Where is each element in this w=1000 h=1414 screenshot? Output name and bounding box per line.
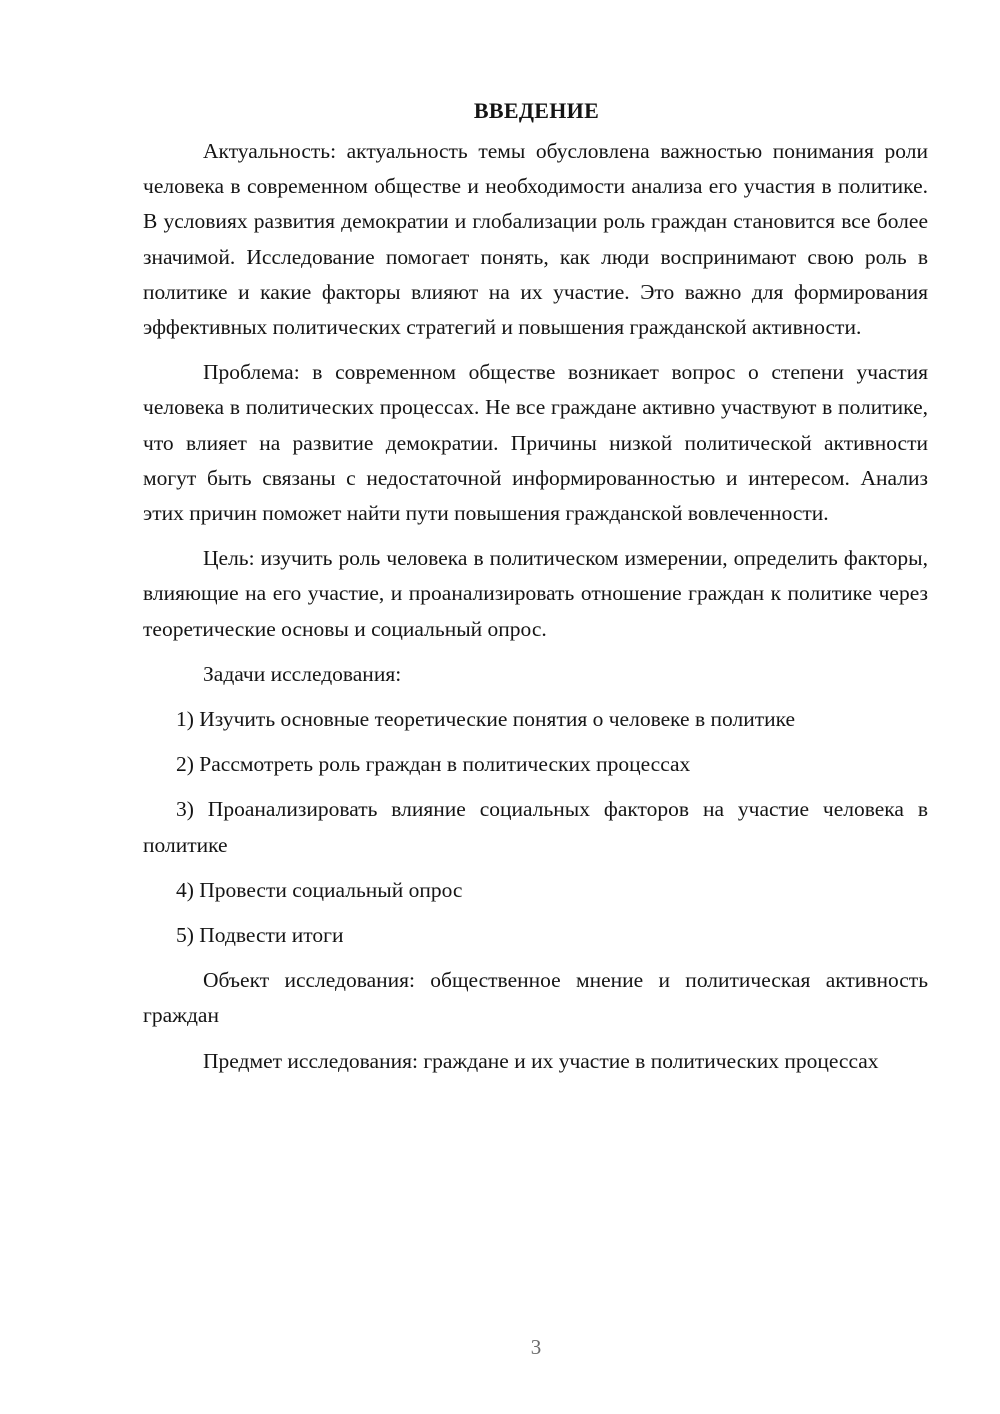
task-item-4: 4) Провести социальный опрос bbox=[176, 877, 463, 902]
subject-paragraph: Предмет исследования: граждане и их участие в политических процессах bbox=[203, 1048, 879, 1073]
task-item-1: 1) Изучить основные теоретические понятия о человеке в политике bbox=[176, 707, 796, 732]
page-number: 3 bbox=[530, 1335, 542, 1359]
section-title: ВВЕДЕНИЕ bbox=[473, 98, 600, 123]
relevance-paragraph: Актуальность: актуальность темы обусловлена важностью понимания роли человека в современном обществе и необходимости анализа его участия в политике. В условиях развития демократии и глобализации роль граждан становится все более значимой. Исследование помогает понять, как люди воспринимают свою роль в политике и какие факторы влияют на их участие. Это важно для формирования эффективных политических стратегий и повышения гражданской активности. bbox=[143, 139, 928, 340]
task-item-3: 3) Проанализировать влияние социальных факторов на участие человека в политике bbox=[143, 797, 928, 857]
goal-paragraph: Цель: изучить роль человека в политическом измерении, определить факторы, влияющие на его участие, и проанализировать отношение граждан к политике через теоретические основы и социальный опрос. bbox=[143, 546, 928, 641]
task-item-2: 2) Рассмотреть роль граждан в политических процессах bbox=[176, 752, 691, 777]
problem-paragraph: Проблема: в современном обществе возникает вопрос о степени участия человека в политических процессах. Не все граждане активно участвуют в политике, что влияет на развитие демократии. Причины низкой политической активности могут быть связаны с недостаточной информированностью и интересом. Анализ этих причин поможет найти пути повышения гражданской вовлеченности. bbox=[143, 360, 928, 526]
object-paragraph: Объект исследования: общественное мнение и политическая активность граждан bbox=[143, 968, 928, 1028]
tasks-label: Задачи исследования: bbox=[203, 661, 402, 686]
page-content bbox=[143, 93, 928, 1089]
task-item-5: 5) Подвести итоги bbox=[176, 923, 344, 948]
